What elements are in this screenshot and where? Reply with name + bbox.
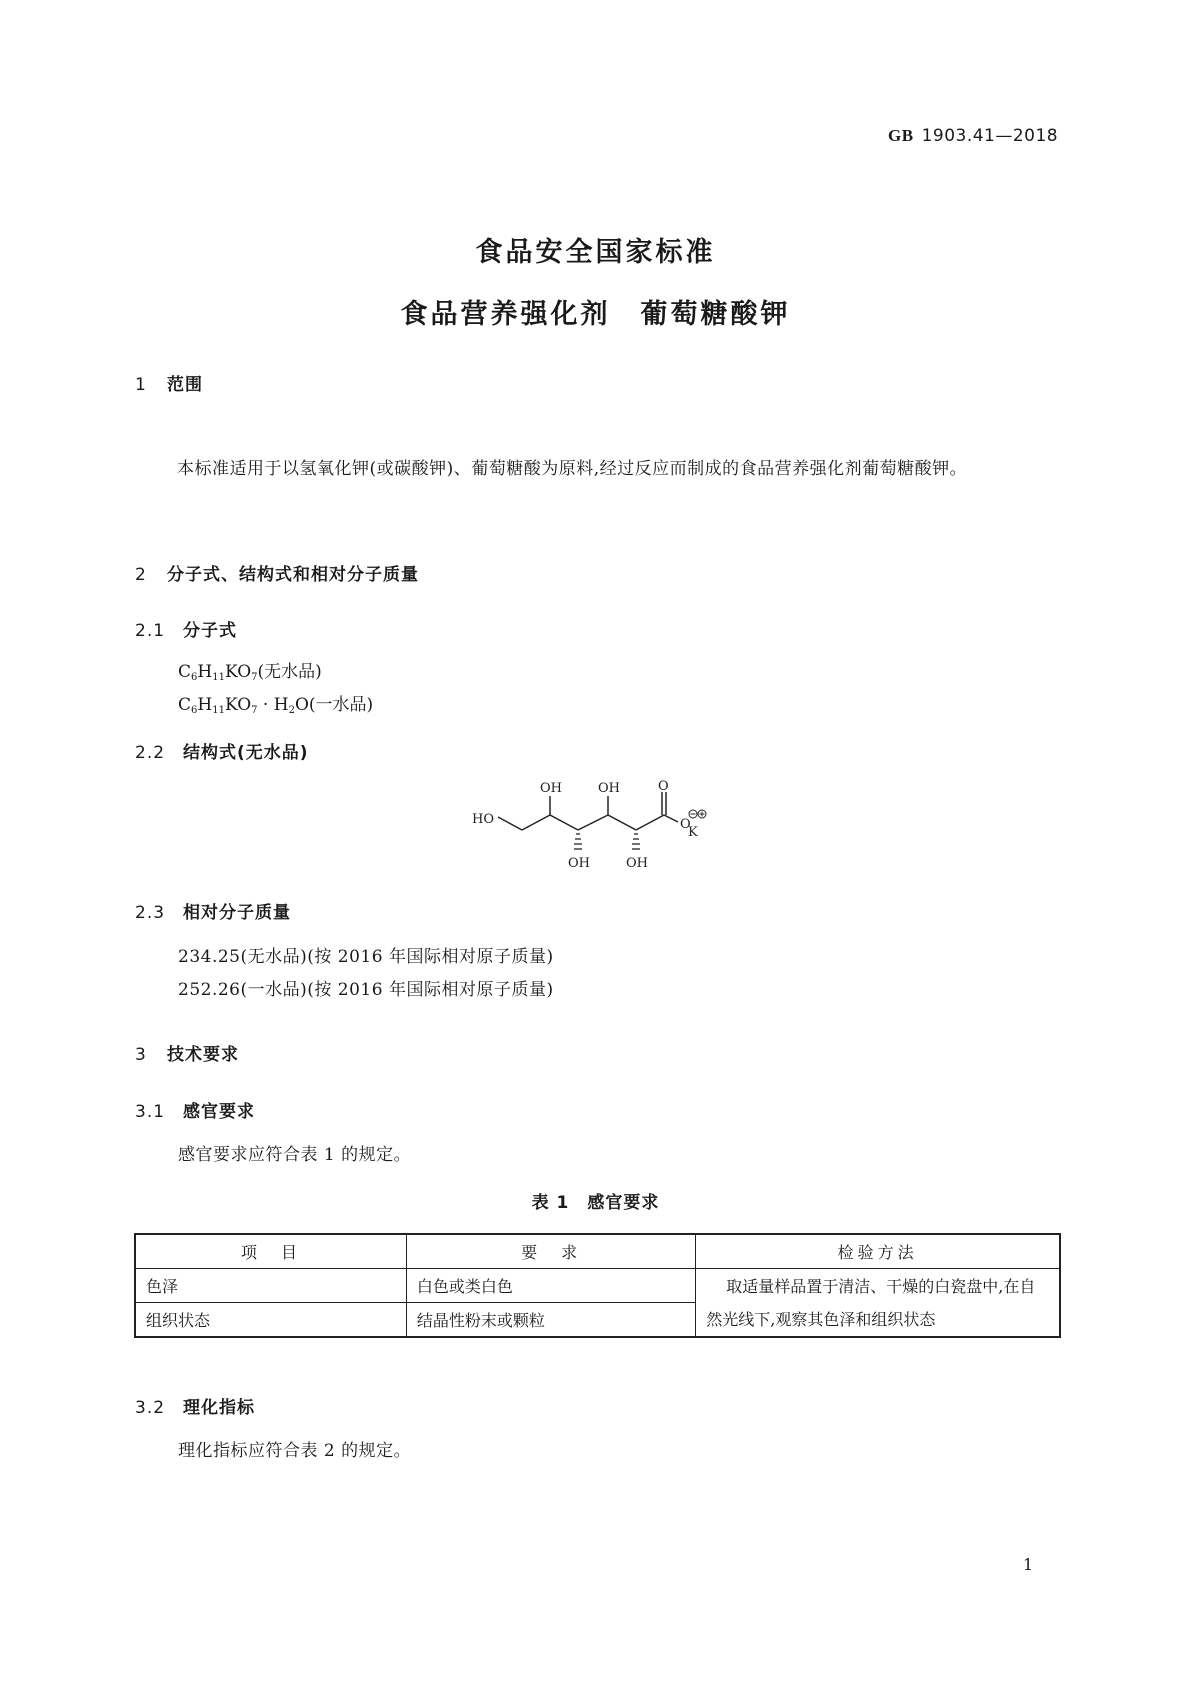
table-header-method: 检验方法 [696, 1234, 1060, 1269]
label-oh: OH [540, 781, 562, 796]
table-1-caption: 表 1 感官要求 [531, 1193, 660, 1213]
formula-anhydrous: $C_6H_{11}KO_7$(无水品) [178, 662, 322, 683]
formula-note: (无水品) [257, 662, 322, 682]
section-number: 3.2 [135, 1398, 166, 1418]
table-cell-requirement: 结晶性粉末或颗粒 [406, 1303, 695, 1338]
section-title: 范围 [167, 375, 203, 395]
section-number: 2.1 [135, 621, 166, 641]
section-title: 相对分子质量 [183, 903, 291, 923]
table-header-requirement: 要 求 [406, 1234, 695, 1269]
section-number: 2.2 [135, 743, 166, 763]
section-2-1-heading [135, 616, 237, 641]
section-title: 结构式(无水品) [183, 743, 309, 763]
structure-bonds [498, 792, 678, 830]
formula-note: (一水品) [308, 695, 374, 715]
section-title: 理化指标 [183, 1398, 255, 1418]
table-cell-method: 取适量样品置于清洁、干燥的白瓷盘中,在自然光线下,观察其色泽和组织状态 [696, 1269, 1060, 1338]
table-row [135, 1269, 1060, 1303]
table-cell-requirement: 白色或类白色 [406, 1269, 695, 1303]
section-3-2-heading [135, 1393, 255, 1418]
table-header-row [135, 1234, 1060, 1269]
section-3-heading [135, 1040, 239, 1065]
section-number: 1 [135, 375, 147, 395]
label-o: O [658, 779, 669, 794]
section-3-1-heading [135, 1097, 255, 1122]
section-title: 感官要求 [183, 1102, 255, 1122]
physicochemical-requirement-text: 理化指标应符合表 2 的规定。 [178, 1441, 412, 1461]
hashed-bond-2 [632, 834, 640, 849]
table-header-item: 项 目 [135, 1234, 406, 1269]
structural-formula [470, 778, 730, 878]
standard-code: 1903.41—2018 [921, 126, 1059, 146]
sensory-requirements-table [134, 1233, 1061, 1338]
section-2-3-heading [135, 898, 291, 923]
molecular-mass-anhydrous: 234.25(无水品)(按 2016 年国际相对原子质量) [178, 947, 554, 967]
label-oh: OH [568, 856, 590, 871]
standard-number [888, 126, 1058, 146]
section-2-heading [135, 560, 419, 585]
table-cell-item: 组织状态 [135, 1303, 406, 1338]
hashed-bond-1 [574, 834, 582, 849]
section-1-heading [135, 370, 203, 395]
document-title: 食品安全国家标准 [475, 237, 716, 268]
section-number: 2 [135, 565, 147, 585]
sensory-requirement-text: 感官要求应符合表 1 的规定。 [178, 1145, 412, 1165]
section-number: 3.1 [135, 1102, 166, 1122]
section-title: 分子式、结构式和相对分子质量 [167, 565, 419, 585]
bond [550, 815, 578, 830]
label-k-plus: K [688, 825, 698, 840]
document-subtitle: 食品营养强化剂 葡萄糖酸钾 [400, 299, 791, 330]
formula-monohydrate: $C_6H_{11}KO_7 \cdot H_2O$(一水品) [178, 695, 374, 716]
table-cell-item: 色泽 [135, 1269, 406, 1303]
charge-signs [689, 810, 706, 818]
section-title: 技术要求 [167, 1045, 239, 1065]
section-2-2-heading [135, 738, 309, 763]
section-number: 3 [135, 1045, 147, 1065]
section-number: 2.3 [135, 903, 166, 923]
bond [578, 815, 608, 830]
label-o-minus: O [680, 817, 691, 832]
molecular-mass-monohydrate: 252.26(一水品)(按 2016 年国际相对原子质量) [178, 980, 554, 1000]
label-oh: OH [598, 781, 620, 796]
bond [636, 815, 664, 830]
label-ho: HO [472, 812, 494, 827]
bond [522, 815, 550, 830]
bond [664, 815, 678, 822]
section-title: 分子式 [183, 621, 237, 641]
scope-paragraph: 本标准适用于以氢氧化钾(或碳酸钾)、葡萄糖酸为原料,经过反应而制成的食品营养强化剂葡萄糖酸钾。 [177, 459, 968, 479]
label-oh: OH [626, 856, 648, 871]
page-number: 1 [1023, 1555, 1034, 1574]
bond [498, 817, 522, 830]
bond [608, 815, 636, 830]
standard-prefix: GB [888, 126, 914, 145]
